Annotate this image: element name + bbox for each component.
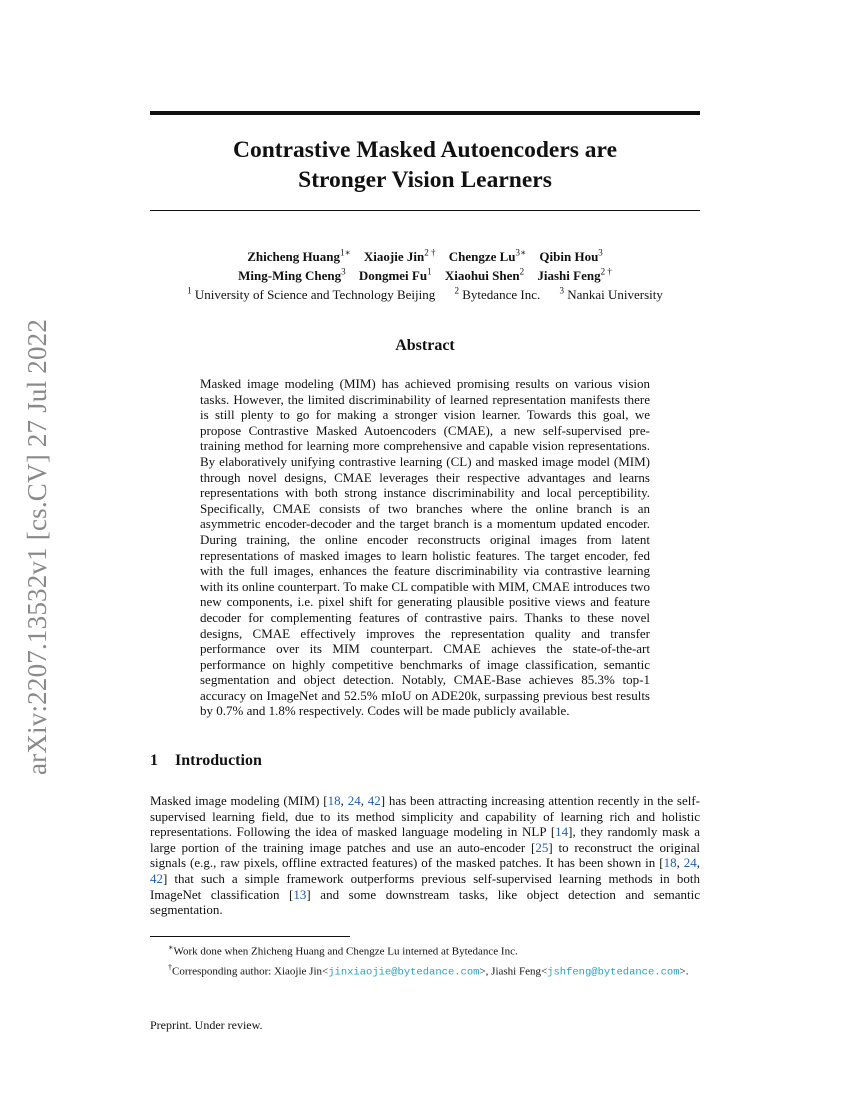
citation-link[interactable]: 13 — [293, 886, 307, 902]
citation-link[interactable]: 18 — [327, 793, 341, 808]
citation-link[interactable]: 18 — [663, 855, 677, 871]
affiliation-mark: 2 — [454, 285, 459, 296]
citation-link[interactable]: 25 — [535, 839, 549, 855]
author-mark: 3∗ — [515, 247, 527, 258]
footnote-text: Work done when Zhicheng Huang and Chengze Lu interned at Bytedance Inc. — [173, 945, 518, 958]
author-mark: 2 † — [424, 247, 436, 258]
author — [445, 268, 524, 283]
author-block — [150, 247, 700, 304]
section-number: 1 — [150, 752, 158, 769]
footnote-text: >, Jiashi Feng< — [479, 965, 548, 978]
affiliation — [559, 287, 662, 302]
affiliation-mark: 1 — [187, 285, 192, 296]
author-mark: 3 — [598, 247, 603, 258]
author-name: Dongmei Fu — [358, 268, 428, 283]
author-mark: 1 — [427, 266, 432, 277]
author — [238, 268, 345, 283]
affiliation-mark: 3 — [559, 285, 564, 296]
intro-text: ] has been attracting increasing attention recently in the self-supervised learning field, due to its method simplicity and capability of learning rich and holistic representations. Following the idea of masked language modeling in NLP [ — [150, 793, 701, 840]
author — [537, 268, 611, 283]
intro-text: , — [696, 855, 700, 871]
footnote-2 — [150, 960, 710, 981]
citation-link[interactable]: 24 — [683, 855, 697, 871]
author-mark: 2 — [519, 266, 525, 277]
citation-link[interactable]: 42 — [367, 793, 381, 808]
citation-link[interactable]: 24 — [347, 793, 361, 808]
footnote-mark: † — [168, 962, 172, 972]
author-name: Xiaojie Jin — [363, 249, 425, 264]
affiliation — [455, 287, 541, 302]
section-title: Introduction — [175, 752, 262, 769]
author-name: Qibin Hou — [539, 249, 599, 264]
intro-text: ] and some downstream tasks, like object detection and semantic segmentation. — [150, 886, 700, 918]
citation-link[interactable]: 42 — [150, 870, 163, 886]
footnote-text: Corresponding author: Xiaojie Jin< — [172, 965, 329, 978]
footnote-rule — [150, 936, 350, 937]
author — [247, 249, 350, 264]
footnote-text: >. — [679, 965, 689, 978]
affiliation — [187, 287, 435, 302]
footnote-mark: ∗ — [168, 943, 174, 952]
paper-title — [150, 135, 700, 195]
author-mark: 3 — [341, 266, 346, 277]
email-link[interactable]: jshfeng@bytedance.com — [547, 966, 680, 979]
author-name: Jiashi Feng — [537, 268, 601, 283]
abstract-heading: Abstract — [395, 337, 455, 354]
intro-text: ] to reconstruct the original signals (e.g., raw pixels, offline extracted features) of the masked patches. It has been shown in [ — [150, 839, 700, 871]
intro-text: ], they randomly mask a large portion of the training image patches and use an auto-encoder [ — [150, 824, 701, 855]
authors-row-1 — [150, 247, 700, 266]
intro-text: , — [676, 855, 684, 871]
title-bottom-rule — [150, 210, 700, 211]
title-line-2: Stronger Vision Learners — [298, 167, 552, 193]
authors-row-2 — [150, 266, 700, 285]
intro-text: ] that such a simple framework outperforms previous self-supervised learning methods in both ImageNet classification [ — [150, 870, 700, 902]
citation-link[interactable]: 14 — [555, 824, 569, 840]
arxiv-identifier: arXiv:2207.13532v1 [cs.CV] 27 Jul 2022 — [22, 318, 52, 775]
affiliation-name: Bytedance Inc. — [462, 287, 541, 302]
title-top-rule — [150, 111, 700, 115]
intro-text: , — [360, 793, 368, 808]
author-name: Xiaohui Shen — [444, 268, 520, 283]
author — [539, 249, 602, 264]
footnote-1 — [150, 940, 710, 960]
abstract-body: Masked image modeling (MIM) has achieved promising results on various vision tasks. However, the limited discriminability of learned representation manifests there is still plenty to go for making a stronger vision learner. Towards this goal, we propose Contrastive Masked Autoencoders (CMAE), a new self-supervised pre-training method for learning more comprehensive and capable vision representations. By elaboratively unifying contrastive learning (CL) and masked image model (MIM) through novel designs, CMAE leverages their respective advantages and learns representations with both strong instance discriminability and local perceptibility. Specifically, CMAE consists of two branches where the online branch is an asymmetric encoder-decoder and the target branch is a momentum updated encoder. During training, the online encoder reconstructs original images from latent representations of masked images to learn holistic features. The target encoder, fed with the full images, enhances the feature discriminability via contrastive learning with its online counterpart. To make CL compatible with MIM, CMAE introduces two new components, i.e. pixel shift for generating plausible positive views and feature decoder for complementing features of contrastive pairs. Thanks to these novel designs, CMAE effectively improves the representation quality and transfer performance over its MIM counterpart. CMAE achieves the state-of-the-art performance on highly competitive benchmarks of image classification, semantic segmentation and object detection. Notably, CMAE-Base achieves 85.3% top-1 accuracy on ImageNet and 52.5% mIoU on ADE20k, surpassing previous best results by 0.7% and 1.8% respectively. Codes will be made publicly available. — [200, 376, 650, 719]
author-name: Chengze Lu — [448, 249, 516, 264]
author-mark: 2 † — [600, 266, 612, 277]
author-mark: 1∗ — [340, 247, 351, 258]
affiliations — [150, 285, 700, 304]
affiliation-name: University of Science and Technology Beijing — [194, 287, 436, 302]
author — [359, 268, 432, 283]
affiliation-name: Nankai University — [567, 287, 663, 302]
footnotes — [150, 940, 710, 980]
section-heading — [150, 752, 262, 770]
introduction-paragraph — [150, 793, 700, 918]
email-link[interactable]: jinxiaojie@bytedance.com — [328, 966, 480, 979]
author — [364, 249, 436, 264]
author-name: Ming-Ming Cheng — [238, 268, 342, 283]
title-line-1: Contrastive Masked Autoencoders are — [232, 137, 617, 163]
intro-text: , — [340, 793, 348, 808]
preprint-note: Preprint. Under review. — [150, 1018, 263, 1032]
author — [449, 249, 526, 264]
author-name: Zhicheng Huang — [247, 249, 341, 264]
intro-text: Masked image modeling (MIM) [ — [150, 793, 328, 808]
